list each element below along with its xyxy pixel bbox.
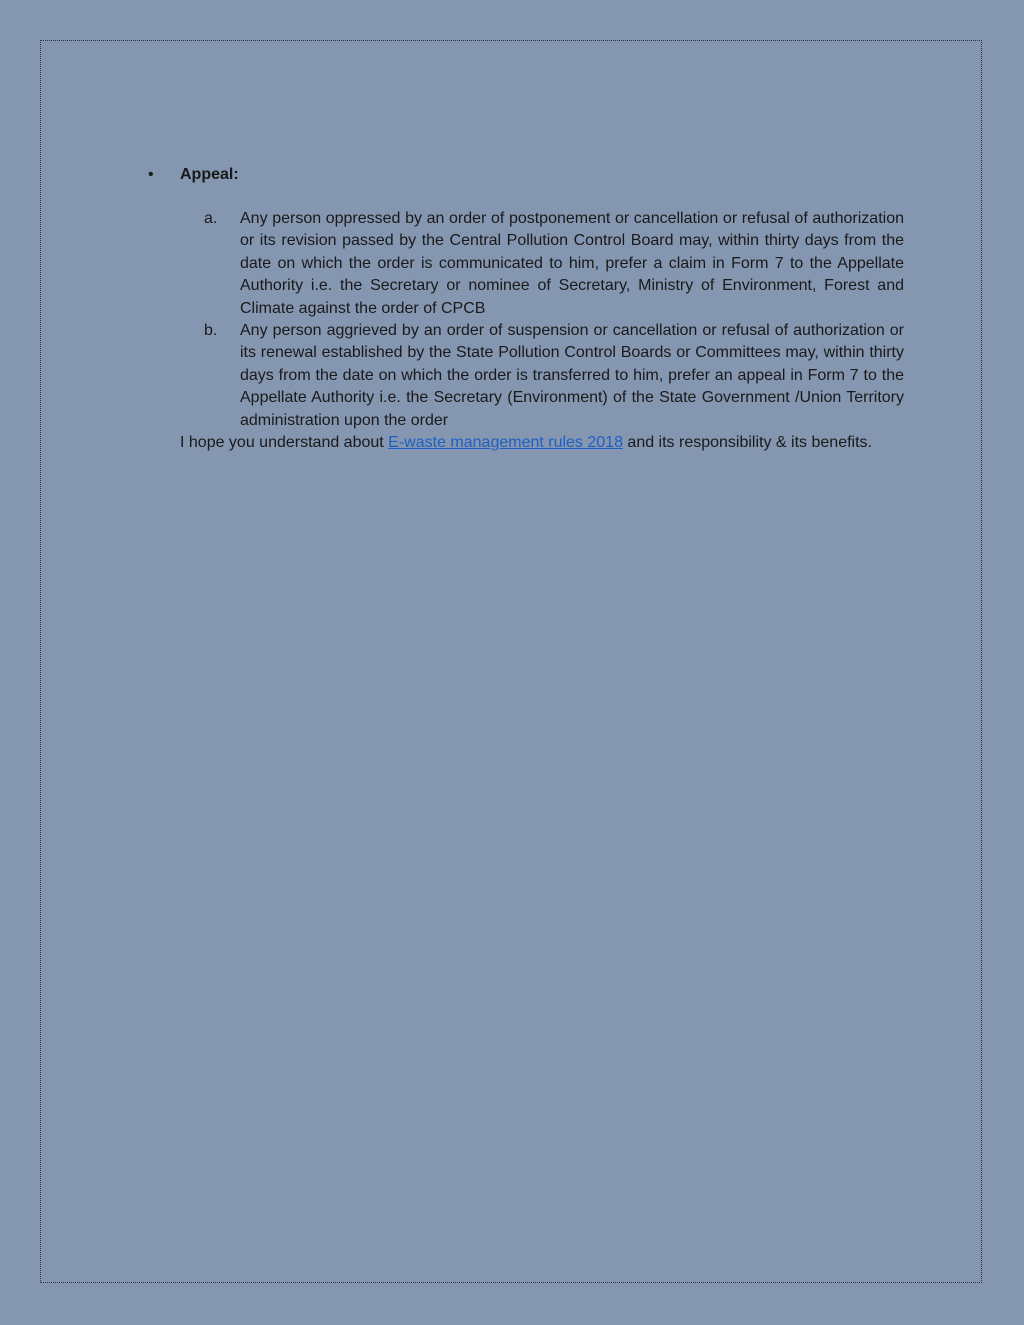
list-marker-b: b. bbox=[204, 322, 218, 340]
closing-text-after: and its responsibility & its benefits. bbox=[622, 434, 872, 452]
list-item-a bbox=[204, 208, 904, 320]
appeal-bullet bbox=[148, 163, 904, 187]
e-waste-rules-link[interactable]: E-waste management rules 2018 bbox=[388, 434, 623, 452]
list-item-b bbox=[204, 320, 904, 432]
closing-paragraph bbox=[180, 432, 904, 454]
section-heading: Appeal: bbox=[180, 166, 239, 183]
bullet-icon: • bbox=[148, 166, 154, 183]
list-marker-a: a. bbox=[204, 210, 218, 227]
document-content bbox=[148, 163, 904, 454]
appeal-list bbox=[204, 208, 904, 432]
closing-text-before: I hope you understand about bbox=[180, 434, 389, 452]
list-text-b: Any person aggrieved by an order of suspension or cancellation or refusal of authorization or its renewal established by the State Pollution Control Boards or Committees may, within thirty days from the date on which the order is transferred to him, prefer an appeal in Form 7 to the Appellate Authority i.e. the Secretary (Environment) of the State Government /Union Territory administration upon the order bbox=[240, 322, 904, 429]
list-text-a: Any person oppressed by an order of postponement or cancellation or refusal of authorization or its revision passed by the Central Pollution Control Board may, within thirty days from the date on which the order is communicated to him, prefer a claim in Form 7 to the Appellate Authority i.e. the Secretary or nominee of Secretary, Ministry of Environment, Forest and Climate against the order of CPCB bbox=[240, 210, 904, 317]
